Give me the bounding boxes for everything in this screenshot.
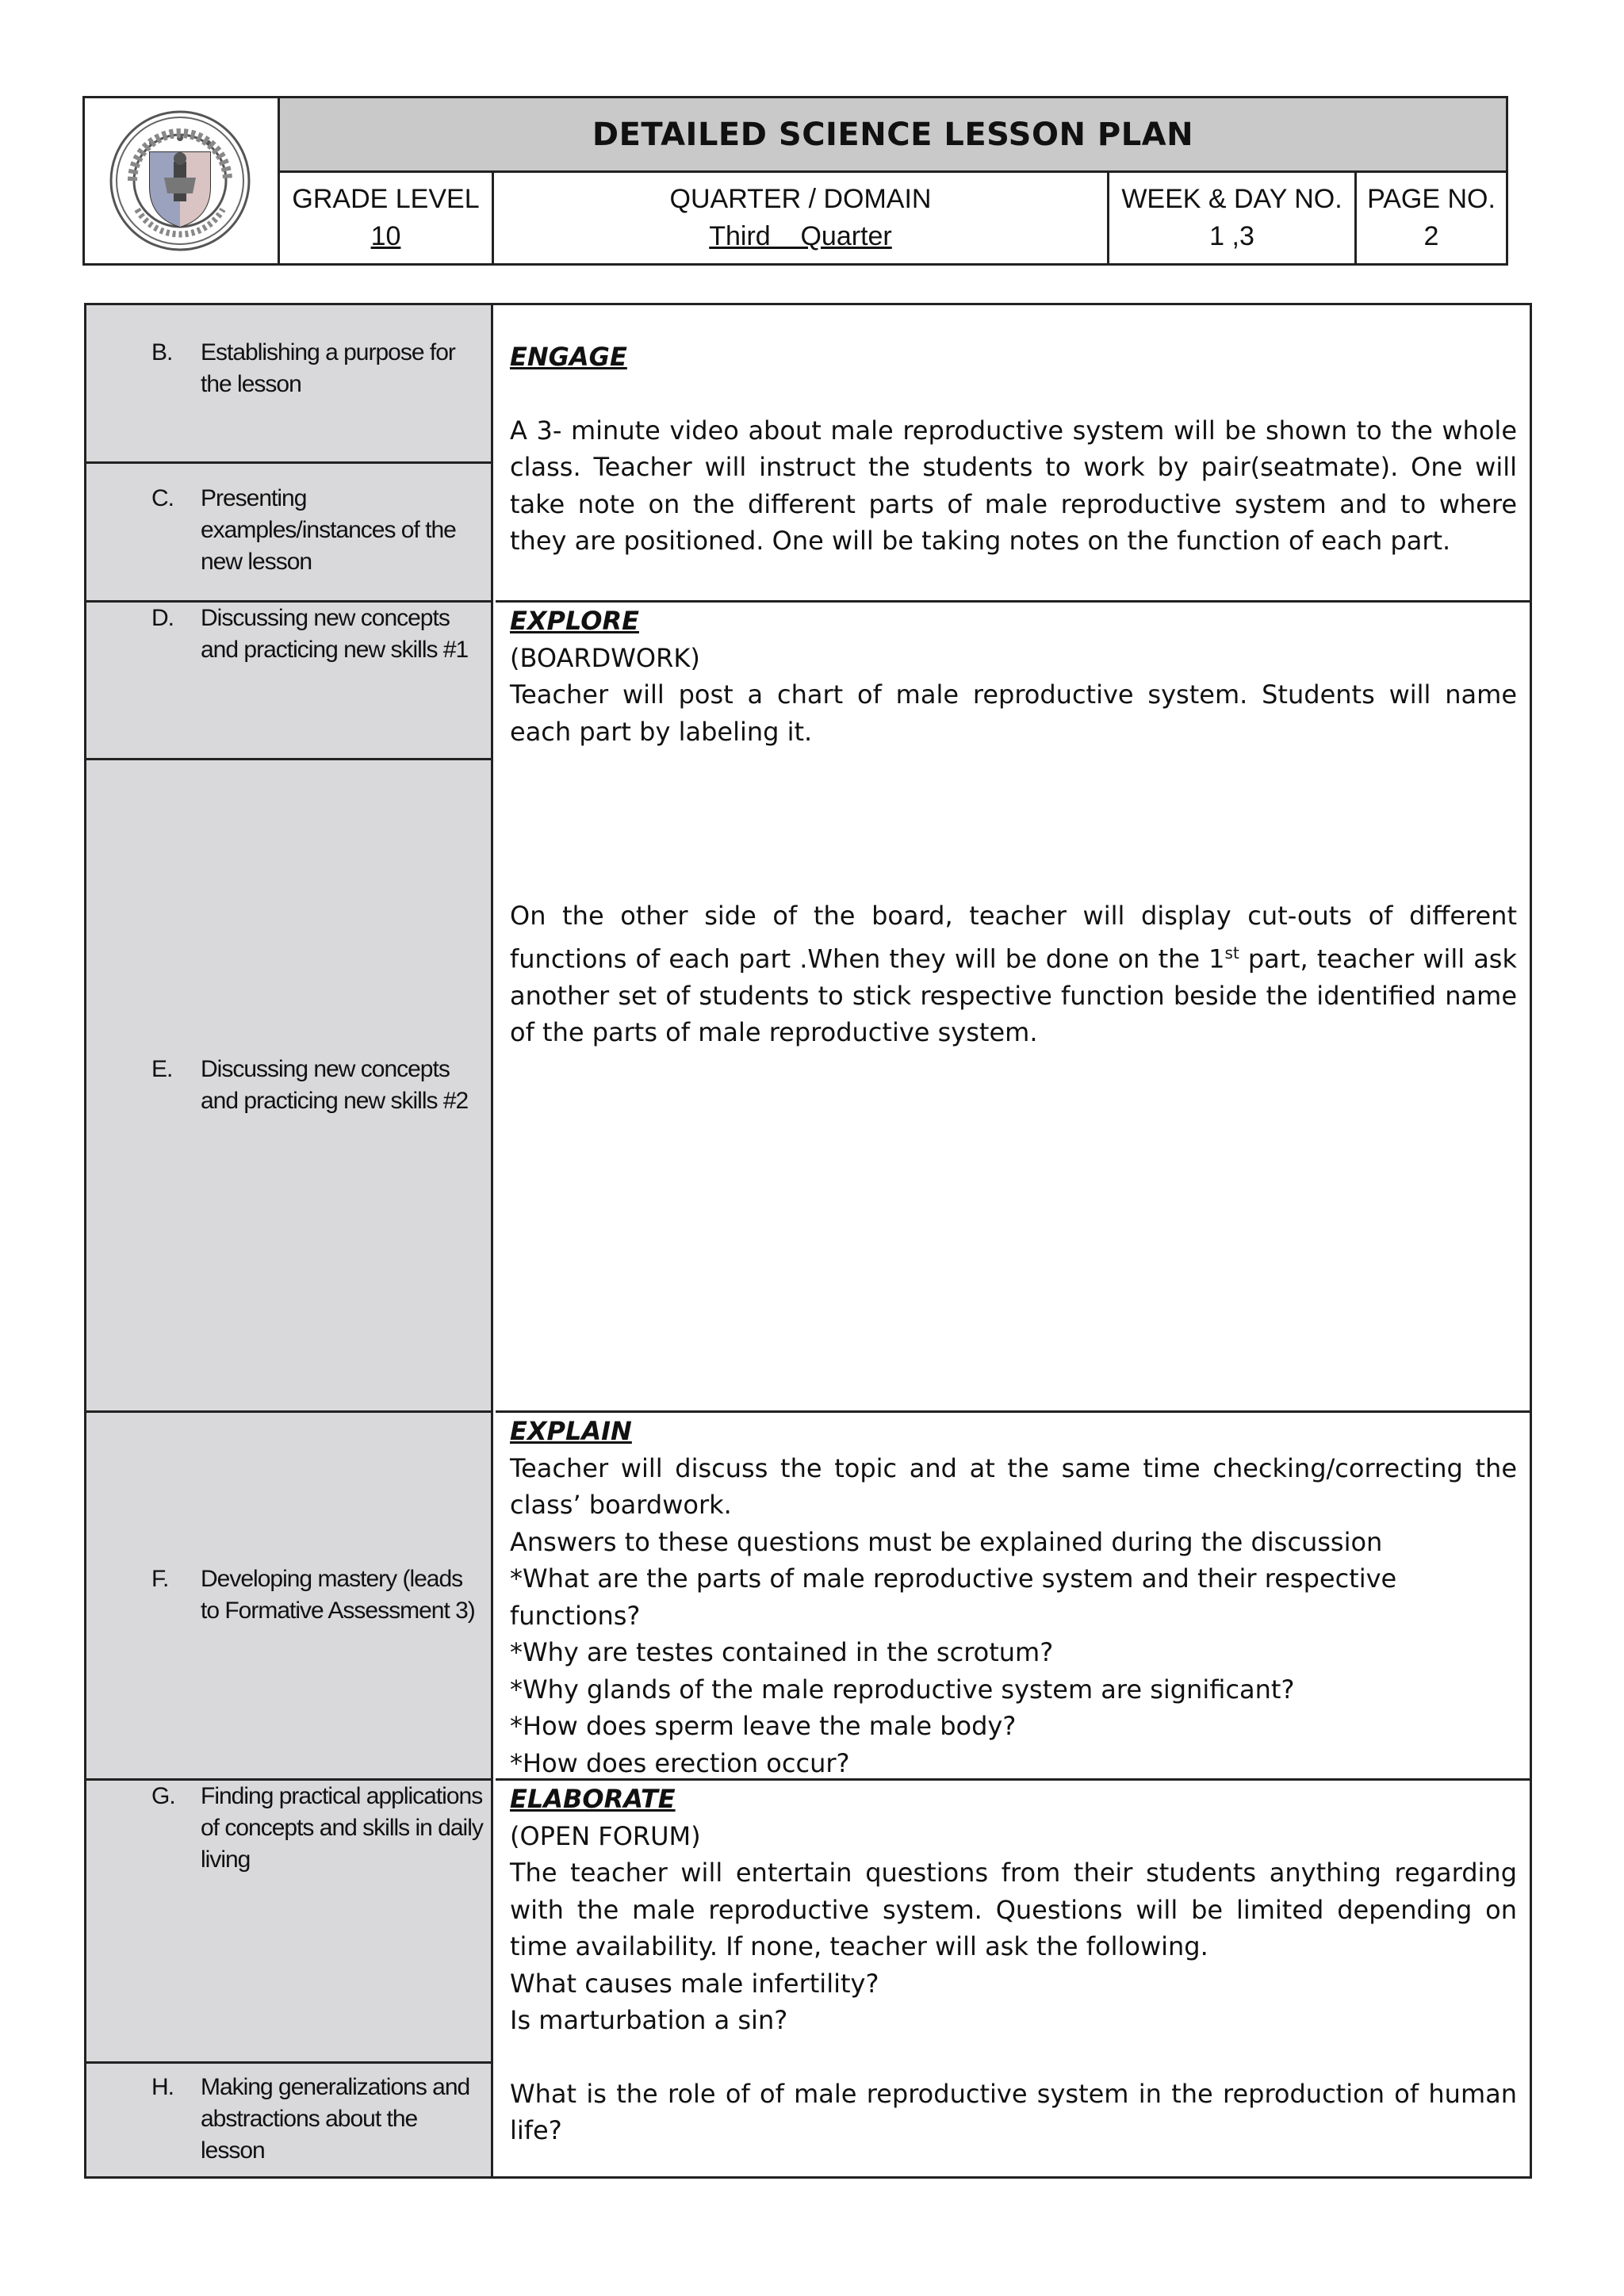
explain-cell xyxy=(496,1413,1530,1781)
elaborate-subheading: (OPEN FORUM) xyxy=(510,1820,701,1851)
lesson-table xyxy=(84,303,1532,2179)
quarter-label: QUARTER / DOMAIN xyxy=(669,184,932,214)
week-day-label: WEEK & DAY NO. xyxy=(1121,184,1342,214)
section-letter: B. xyxy=(151,339,173,365)
explore-text: Teacher will post a chart of male reproductive system. Students will name each part by labeling it. xyxy=(510,679,1517,747)
explain-line: Answers to these questions must be explained during the discussion xyxy=(510,1526,1383,1557)
page-no-value: 2 xyxy=(1423,221,1439,251)
week-day-value: 1 ,3 xyxy=(1209,221,1254,251)
section-letter: H. xyxy=(151,2074,174,2100)
explain-heading: EXPLAIN xyxy=(510,1416,632,1446)
engage-text: A 3- minute video about male reproductive system will be shown to the whole class. Teacher will instruct the students to work by pair(seatmate). One will take note on the different parts of male reproductive system and to where they are positioned. One will be taking notes on the function of each part. xyxy=(510,415,1517,556)
page-no-label: PAGE NO. xyxy=(1367,184,1496,214)
explain-question: *Why are testes contained in the scrotum? xyxy=(510,1637,1054,1667)
section-letter: G. xyxy=(151,1783,175,1809)
section-g xyxy=(86,1781,493,2064)
section-b xyxy=(86,305,493,464)
explain-question: *What are the parts of male reproductive system and their respective functions? xyxy=(510,1563,1397,1631)
engage-heading: ENGAGE xyxy=(510,342,627,372)
section-c xyxy=(86,464,493,603)
elaborate-question: What causes male infertility? xyxy=(510,1968,879,1999)
section-letter: C. xyxy=(151,485,174,511)
section-letter: E. xyxy=(151,1056,173,1082)
logo-cell xyxy=(85,98,280,263)
section-title: Presenting examples/instances of the new lesson xyxy=(201,485,456,575)
explore-cell xyxy=(496,603,1530,1413)
elaborate-heading: ELABORATE xyxy=(510,1784,676,1814)
section-title: Developing mastery (leads to Formative Assessment 3) xyxy=(201,1566,475,1624)
explain-text: Teacher will discuss the topic and at the same time checking/correcting the class’ boardwork. xyxy=(510,1452,1517,1520)
quarter-cell xyxy=(494,173,1109,263)
lesson-plan-header xyxy=(82,96,1508,266)
explore-subheading: (BOARDWORK) xyxy=(510,642,700,673)
section-letter: D. xyxy=(151,605,174,631)
elaborate-cell xyxy=(496,1781,1530,2176)
explain-question: *How does erection occur? xyxy=(510,1747,850,1778)
section-title: Finding practical applications of concepts and skills in daily living xyxy=(201,1783,483,1873)
elaborate-question: Is marturbation a sin? xyxy=(510,2005,788,2035)
deped-seal-logo xyxy=(85,98,275,263)
quarter-value: Third Quarter xyxy=(709,221,892,251)
document-title: DETAILED SCIENCE LESSON PLAN xyxy=(280,98,1506,173)
section-h xyxy=(86,2064,493,2176)
section-d xyxy=(86,603,493,760)
week-day-cell xyxy=(1109,173,1357,263)
section-title: Making generalizations and abstractions about the lesson xyxy=(201,2074,470,2164)
explain-question: *Why glands of the male reproductive system are significant? xyxy=(510,1674,1295,1705)
grade-level-label: GRADE LEVEL xyxy=(292,184,480,214)
elaborate-text: The teacher will entertain questions from their students anything regarding with the male reproductive system. Questions will be limited depending on time availability. If none, teacher will ask the following. xyxy=(510,1858,1517,1961)
procedure-column xyxy=(86,305,493,2176)
page-no-cell xyxy=(1357,173,1506,263)
explore-text-2: On the other side of the board, teacher will display cut-outs of different functions of each part .When they will be done on the 1st part, teacher will ask another set of students to stick respective function beside the identified name of the parts of male reproductive system. xyxy=(510,901,1518,1048)
explore-heading: EXPLORE xyxy=(510,606,639,636)
section-title: Establishing a purpose for the lesson xyxy=(201,339,455,397)
generalization-question: What is the role of of male reproductive system in the reproduction of human life? xyxy=(510,2078,1517,2145)
grade-level-cell xyxy=(280,173,494,263)
section-e xyxy=(86,760,493,1413)
section-f xyxy=(86,1413,493,1781)
explain-question: *How does sperm leave the male body? xyxy=(510,1711,1017,1741)
section-title: Discussing new concepts and practicing new skills #1 xyxy=(201,605,469,663)
section-letter: F. xyxy=(151,1566,169,1592)
grade-level-value: 10 xyxy=(370,221,401,251)
section-title: Discussing new concepts and practicing new skills #2 xyxy=(201,1056,469,1114)
engage-cell xyxy=(496,305,1530,603)
